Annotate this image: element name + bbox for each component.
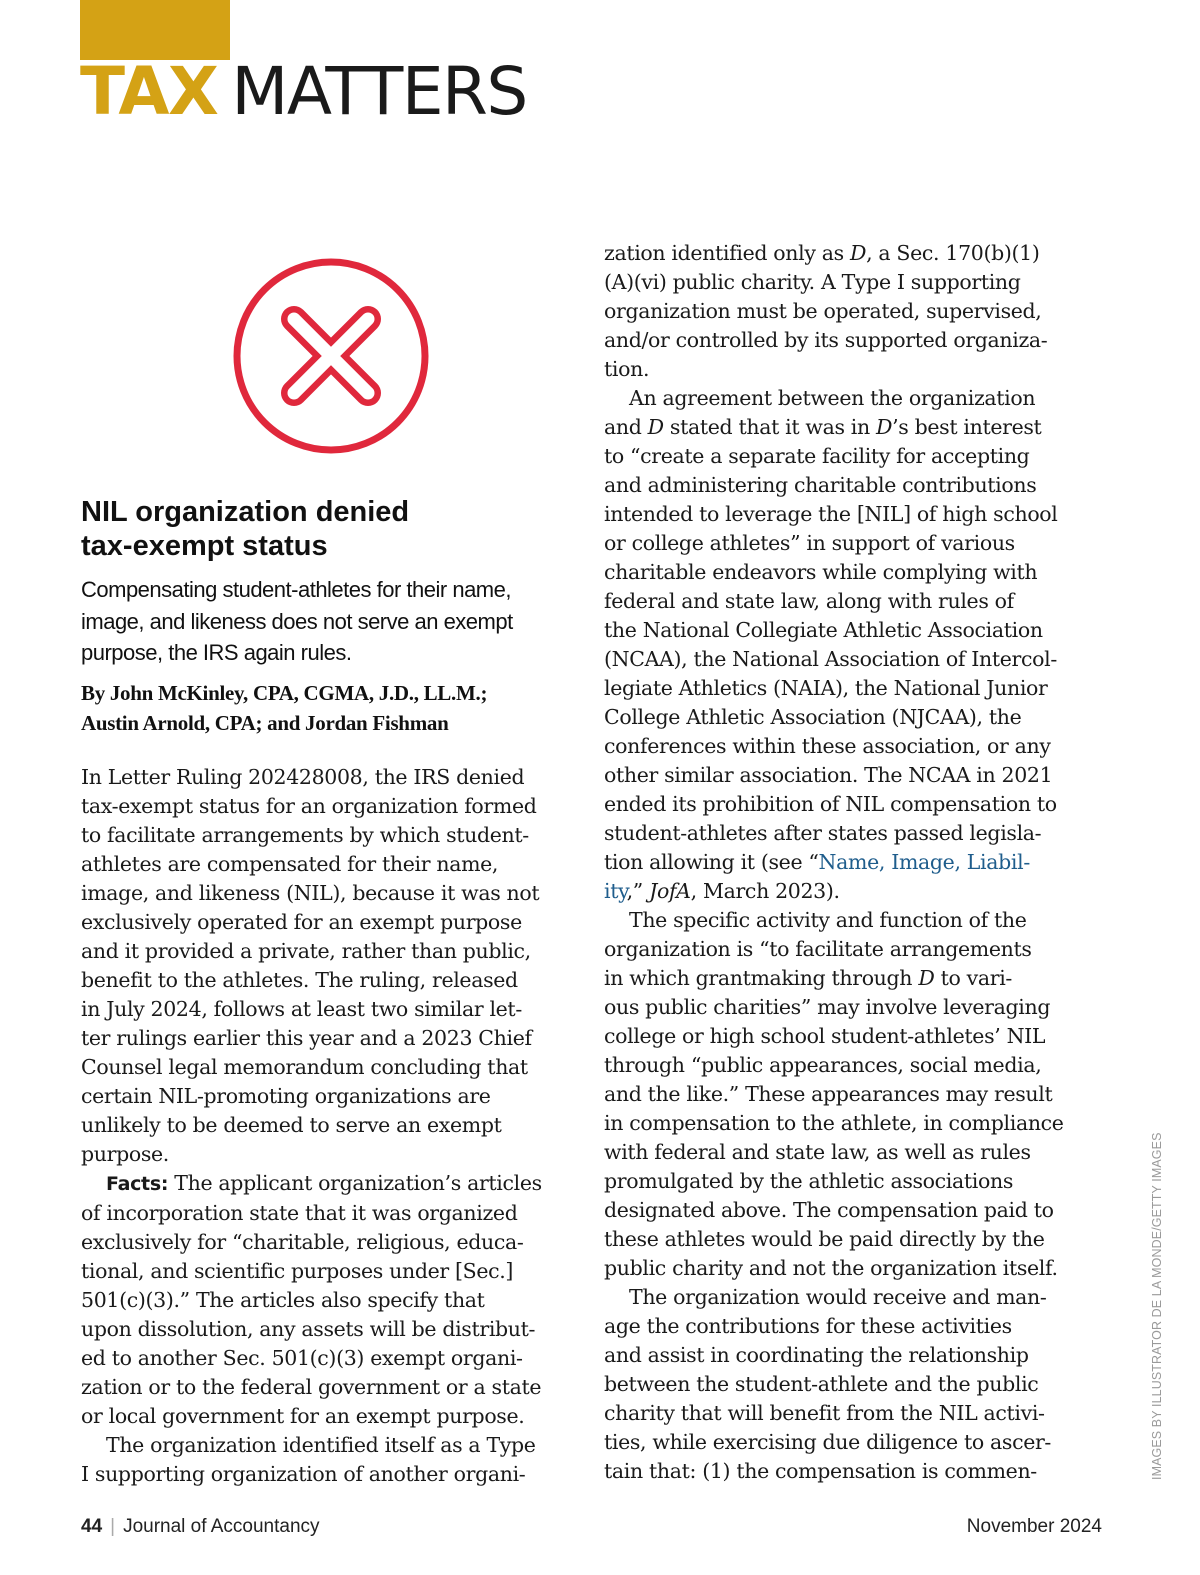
body-column-left <box>81 763 581 1489</box>
body-text: promulgated by the athletic associations <box>604 1169 1013 1193</box>
body-text: college or high school student-athletes’ NIL <box>604 1024 1046 1048</box>
body-line <box>604 1109 1104 1138</box>
body-line <box>604 1370 1104 1399</box>
body-text: tion. <box>604 357 650 381</box>
body-text: (NCAA), the National Association of Intercol- <box>604 647 1057 671</box>
body-line <box>604 529 1104 558</box>
body-text: tain that: (1) the compensation is commen- <box>604 1459 1037 1483</box>
body-text: intended to leverage the [NIL] of high school <box>604 502 1058 526</box>
body-text: tion allowing it (see “ <box>604 850 819 874</box>
body-line <box>604 1399 1104 1428</box>
body-text: (A)(vi) public charity. A Type I supporting <box>604 270 1021 294</box>
body-line: and it provided a private, rather than public, <box>81 939 531 963</box>
body-line: purpose. <box>81 1142 169 1166</box>
body-text: designated above. The compensation paid to <box>604 1198 1054 1222</box>
publication-name: Journal of Accountancy <box>123 1516 320 1537</box>
body-line <box>604 935 1104 964</box>
body-line <box>604 355 1104 384</box>
article-link[interactable]: Name, Image, Liabil- <box>818 850 1030 874</box>
run-in-heading: Facts: <box>106 1173 169 1195</box>
body-line <box>604 732 1104 761</box>
body-line <box>604 1167 1104 1196</box>
body-text: zation identified only as <box>604 241 850 265</box>
body-text: through “public appearances, social media, <box>604 1053 1042 1077</box>
byline-line: By John McKinley, CPA, CGMA, J.D., LL.M.; <box>81 681 488 705</box>
body-text: ties, while exercising due diligence to ascer- <box>604 1430 1052 1454</box>
article-link[interactable]: ity <box>604 879 627 903</box>
body-text: these athletes would be paid directly by the <box>604 1227 1045 1251</box>
body-line <box>604 384 1104 413</box>
body-text: charity that will benefit from the NIL activi- <box>604 1401 1045 1425</box>
body-text: An agreement between the organization <box>629 386 1036 410</box>
body-text: ’s best interest <box>892 415 1042 439</box>
body-line <box>604 1022 1104 1051</box>
body-text: and <box>604 415 648 439</box>
body-line: of incorporation state that it was organized <box>81 1201 518 1225</box>
italic-term: D <box>849 241 867 265</box>
italic-term: D <box>918 966 935 990</box>
body-line: The organization identified itself as a Type <box>106 1433 536 1457</box>
body-text: ous public charities” may involve leveraging <box>604 995 1051 1019</box>
body-line <box>604 239 1104 268</box>
body-text: to vari- <box>934 966 1012 990</box>
body-line <box>604 326 1104 355</box>
body-text: student-athletes after states passed legisla- <box>604 821 1042 845</box>
body-line <box>604 587 1104 616</box>
body-line <box>604 500 1104 529</box>
body-text: with federal and state law, as well as rules <box>604 1140 1031 1164</box>
deck-line: Compensating student-athletes for their name, <box>81 577 511 602</box>
body-text: charitable endeavors while complying with <box>604 560 1038 584</box>
body-text: and/or controlled by its supported organiza- <box>604 328 1048 352</box>
body-text: and the like.” These appearances may result <box>604 1082 1053 1106</box>
body-line: or local government for an exempt purpose. <box>81 1404 525 1428</box>
body-line <box>604 616 1104 645</box>
body-line <box>604 674 1104 703</box>
body-line <box>604 1254 1104 1283</box>
body-line: exclusively operated for an exempt purpose <box>81 910 522 934</box>
headline-line: NIL organization denied <box>81 496 410 528</box>
body-line: benefit to the athletes. The ruling, released <box>81 968 518 992</box>
body-text: to “create a separate facility for accepting <box>604 444 1030 468</box>
body-line: zation or to the federal government or a state <box>81 1375 542 1399</box>
body-line <box>604 993 1104 1022</box>
image-credit: IMAGES BY ILLUSTRATOR DE LA MONDE/GETTY IMAGES <box>1150 1132 1164 1480</box>
body-line <box>604 819 1104 848</box>
body-line <box>604 790 1104 819</box>
body-line <box>604 442 1104 471</box>
body-line: 501(c)(3).” The articles also specify that <box>81 1288 485 1312</box>
body-line <box>604 558 1104 587</box>
body-line <box>604 848 1104 877</box>
body-line: Counsel legal memorandum concluding that <box>81 1055 528 1079</box>
body-text: College Athletic Association (NJCAA), the <box>604 705 1022 729</box>
body-text: The organization would receive and man- <box>629 1285 1047 1309</box>
body-line <box>604 413 1104 442</box>
body-line <box>604 1341 1104 1370</box>
section-title-accent: TAX <box>80 53 218 130</box>
body-line <box>604 1283 1104 1312</box>
page-number: 44 <box>81 1516 103 1537</box>
italic-term: D <box>876 415 893 439</box>
body-line: exclusively for “charitable, religious, educa- <box>81 1230 524 1254</box>
body-line: athletes are compensated for their name, <box>81 852 499 876</box>
body-line <box>604 1196 1104 1225</box>
body-text: legiate Athletics (NAIA), the National Junior <box>604 676 1048 700</box>
body-line: in July 2024, follows at least two similar let- <box>81 997 522 1021</box>
body-text: in compensation to the athlete, in compliance <box>604 1111 1064 1135</box>
footer-publication <box>81 1516 320 1538</box>
body-text: ended its prohibition of NIL compensation to <box>604 792 1057 816</box>
body-line <box>604 1051 1104 1080</box>
body-line: image, and likeness (NIL), because it was not <box>81 881 540 905</box>
body-text: the National Collegiate Athletic Association <box>604 618 1043 642</box>
body-line <box>604 1428 1104 1457</box>
body-line: upon dissolution, any assets will be distribut- <box>81 1317 536 1341</box>
body-text: in which grantmaking through <box>604 966 919 990</box>
body-text: , a Sec. 170(b)(1) <box>866 241 1040 265</box>
body-text: organization is “to facilitate arrangements <box>604 937 1032 961</box>
body-line <box>604 1080 1104 1109</box>
body-line <box>604 1138 1104 1167</box>
body-text: , March 2023). <box>690 879 840 903</box>
italic-term: D <box>647 415 664 439</box>
body-text: other similar association. The NCAA in 2021 <box>604 763 1053 787</box>
body-line <box>604 471 1104 500</box>
body-line: tional, and scientific purposes under [Sec.] <box>81 1259 514 1283</box>
body-column-right <box>604 239 1104 1486</box>
body-text: and assist in coordinating the relationship <box>604 1343 1029 1367</box>
body-text: ,” <box>626 879 650 903</box>
body-line: certain NIL-promoting organizations are <box>81 1084 491 1108</box>
deck-line: image, and likeness does not serve an exempt <box>81 608 513 634</box>
gold-accent-bar <box>80 0 230 60</box>
section-title-rest: MATTERS <box>231 53 527 130</box>
body-line <box>604 1457 1104 1486</box>
body-line <box>604 1312 1104 1341</box>
article-deck <box>81 574 581 669</box>
body-text: stated that it was in <box>663 415 877 439</box>
body-line: tax-exempt status for an organization formed <box>81 794 537 818</box>
body-text: between the student-athlete and the public <box>604 1372 1039 1396</box>
body-line <box>604 964 1104 993</box>
body-text: or college athletes” in support of various <box>604 531 1015 555</box>
body-line <box>604 645 1104 674</box>
body-text: The applicant organization’s articles <box>168 1171 542 1195</box>
footer-date: November 2024 <box>966 1516 1102 1537</box>
article-byline <box>81 678 581 738</box>
body-line <box>604 297 1104 326</box>
body-text: conferences within these association, or any <box>604 734 1051 758</box>
body-text: and administering charitable contributions <box>604 473 1037 497</box>
body-line <box>604 761 1104 790</box>
body-text: public charity and not the organization itself. <box>604 1256 1058 1280</box>
footer-separator: | <box>110 1516 116 1537</box>
body-line <box>604 1225 1104 1254</box>
body-line: ed to another Sec. 501(c)(3) exempt organi- <box>81 1346 523 1370</box>
body-line <box>604 877 1104 906</box>
section-title <box>80 54 527 130</box>
headline-line: tax-exempt status <box>81 530 328 562</box>
body-line: unlikely to be deemed to serve an exempt <box>81 1113 502 1137</box>
deck-line: purpose, the IRS again rules. <box>81 640 352 665</box>
body-line: to facilitate arrangements by which student- <box>81 823 529 847</box>
body-text: age the contributions for these activities <box>604 1314 1012 1338</box>
body-line: ter rulings earlier this year and a 2023 Chief <box>81 1026 532 1050</box>
body-line: I supporting organization of another organi- <box>81 1462 526 1486</box>
body-line <box>604 268 1104 297</box>
body-line <box>81 1169 581 1199</box>
body-text: organization must be operated, supervised, <box>604 299 1042 323</box>
body-line <box>604 703 1104 732</box>
x-circle-icon <box>228 253 434 459</box>
italic-term: JofA <box>649 879 691 903</box>
article-headline <box>81 495 581 563</box>
body-line: In Letter Ruling 202428008, the IRS denied <box>81 765 525 789</box>
body-text: The specific activity and function of the <box>629 908 1027 932</box>
byline-line: Austin Arnold, CPA; and Jordan Fishman <box>81 711 449 735</box>
body-line <box>604 906 1104 935</box>
body-text: federal and state law, along with rules of <box>604 589 1014 613</box>
